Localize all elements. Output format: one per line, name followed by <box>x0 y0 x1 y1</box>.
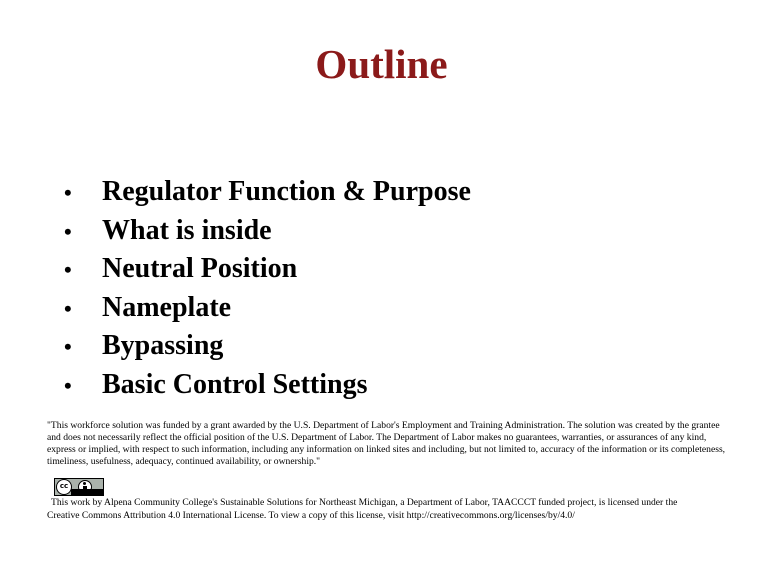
list-item-text: Basic Control Settings <box>102 368 368 400</box>
bullet-icon: • <box>64 295 72 321</box>
license-notice <box>47 496 732 522</box>
creative-commons-by-icon[interactable] <box>54 478 104 496</box>
list-item-text: Neutral Position <box>102 253 298 284</box>
list-item <box>64 289 471 328</box>
list-item-text: Bypassing <box>102 330 224 361</box>
cc-logo-icon: cc <box>56 479 72 495</box>
list-item <box>64 250 471 289</box>
list-item <box>64 366 471 405</box>
list-item-text: Nameplate <box>102 291 232 323</box>
outline-list <box>64 173 471 404</box>
bullet-icon: • <box>64 180 72 205</box>
bullet-icon: • <box>64 218 72 244</box>
list-item <box>64 327 471 366</box>
list-item <box>64 173 471 212</box>
list-item-text: What is inside <box>102 214 272 246</box>
badge-strip <box>71 489 104 495</box>
license-line-1: This work by Alpena Community College's Sustainable Solutions for Northeast Michigan, a Department of Labor, TAACCCT funded project, is licensed under the <box>51 497 678 508</box>
bullet-icon: • <box>64 372 72 398</box>
license-line-2: Creative Commons Attribution 4.0 International License. To view a copy of this license, visit http://creativecommons.org/licenses/by/4.0/ <box>47 510 575 521</box>
slide-title: Outline <box>315 41 448 87</box>
bullet-icon: • <box>64 257 72 282</box>
list-item <box>64 212 471 251</box>
bullet-icon: • <box>64 334 72 359</box>
funding-disclaimer: "This workforce solution was funded by a grant awarded by the U.S. Department of Labor's Employment and Training Administration. The solution was created by the grantee and does not necessarily reflect the official position of the U.S. Department of Labor. The Department of Labor makes no guarantees, warranties, or assurances of any kind, express or implied, with respect to such information, including any information on linked sites and including, but not limited to, accuracy of the information or its completeness, timeliness, usefulness, adequacy, continued availability, or ownership." <box>47 420 726 467</box>
list-item-text: Regulator Function & Purpose <box>102 176 471 207</box>
